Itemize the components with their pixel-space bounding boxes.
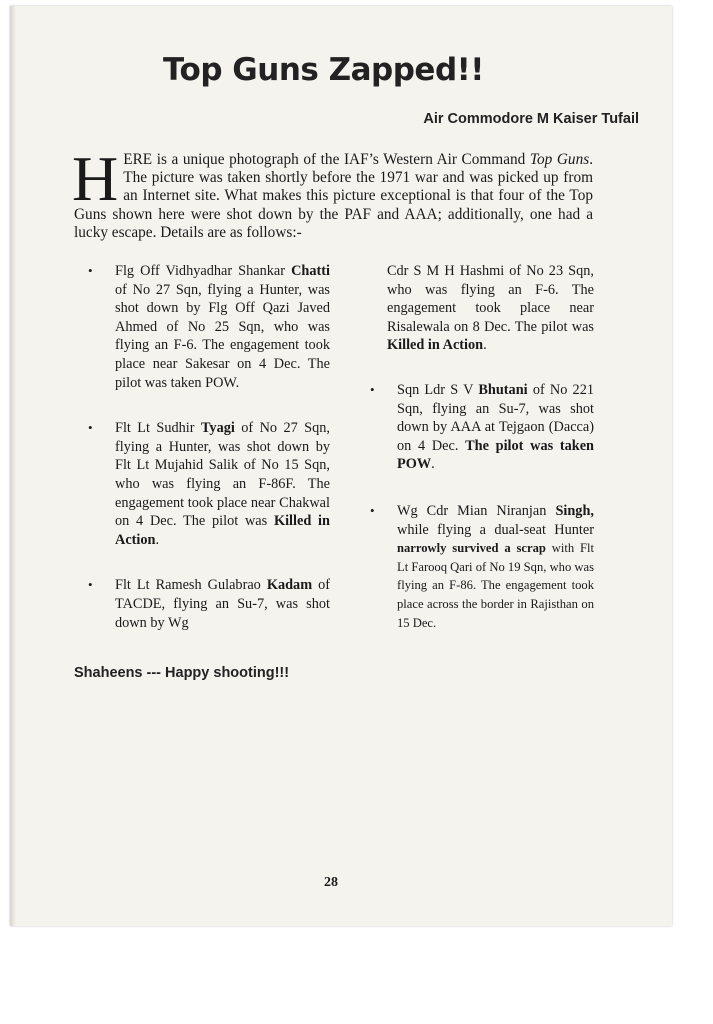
closing-line: Shaheens --- Happy shooting!!! (74, 665, 290, 681)
entry-text: with Flt Lt Farooq Qari of No 19 Sqn, who was flying an F-86. The engagement took place across the border in Rajisthan on 15 Dec. (397, 541, 594, 630)
intro-paragraph (72, 143, 594, 242)
paper-edge-shadow (10, 6, 16, 926)
entry-kadam-continued (370, 262, 594, 355)
entry-text: while flying a dual-seat Hunter (397, 521, 594, 538)
intro-italic-phrase: Top Guns (529, 151, 590, 168)
entry-singh (370, 502, 594, 632)
pilot-name: Chatti (291, 263, 330, 279)
intro-text-end: . The picture was taken shortly before the 1971 war and was picked up from an Internet site. What makes this picture exceptional is that four of the Top Guns shown here were shot down by the PAF and AAA; additionally, one had a lucky escape. Details are as follows:- (74, 151, 594, 241)
pilot-name: Bhutani (478, 381, 528, 398)
right-column-list (370, 262, 594, 632)
entry-text: Cdr S M H Hashmi of No 23 Sqn, who was flying an F-6. The engagement took place near Risalewala on 8 Dec. The pilot was (387, 263, 594, 335)
entry-outcome: Killed in Action (115, 513, 330, 548)
pilot-name: Singh, (555, 502, 594, 519)
entry-text: . (431, 456, 435, 473)
author-byline: Air Commodore M Kaiser Tufail (423, 111, 639, 127)
entry-tyagi (88, 419, 330, 549)
bullet-icon: • (370, 381, 375, 397)
bullet-icon: • (370, 502, 375, 518)
entry-text: . (483, 337, 487, 354)
entry-text: Flt Lt Ramesh Gulabrao (115, 577, 267, 594)
drop-cap: H (72, 143, 119, 214)
entry-text: Flt Lt Sudhir (115, 420, 201, 437)
entry-outcome: narrowly survived a scrap (397, 541, 546, 556)
entry-text: of No 27 Sqn, flying a Hunter, was shot down by Flt Lt Mujahid Salik of No 15 Sqn, who was flying an F-86F. The engagement took place near Chakwal on 4 Dec. The pilot was (115, 420, 330, 530)
entry-outcome: The pilot was taken POW (397, 437, 595, 473)
entry-text: Flg Off Vidhyadhar Shankar (115, 263, 292, 279)
pilot-name: Kadam (266, 577, 313, 594)
intro-text-start: ERE is a unique photograph of the IAF’s Western Air Command (123, 151, 530, 168)
entry-bhutani (370, 381, 594, 474)
entry-text: Sqn Ldr S V (397, 381, 479, 398)
bullet-icon: • (88, 420, 93, 436)
pilot-name: Tyagi (200, 420, 235, 437)
entry-text: of No 221 Sqn, flying an Su-7, was shot down by AAA at Tejgaon (Dacca) on 4 Dec. (397, 381, 594, 454)
entry-text: of No 27 Sqn, flying a Hunter, was shot down by Flg Off Qazi Javed Ahmed of No 25 Sqn, who was flying an F-6. The engagement took place near Sakesar on 4 Dec. The pilot was taken POW. (115, 281, 330, 391)
entry-text: of TACDE, flying an Su-7, was shot down by Wg (115, 577, 331, 631)
entry-text: Wg Cdr Mian Niranjan (397, 502, 556, 519)
bullet-icon: • (88, 577, 93, 593)
left-column-list (88, 262, 330, 632)
entry-kadam (88, 576, 330, 632)
entry-text: . (155, 531, 160, 548)
page-number: 28 (324, 875, 338, 890)
entry-chatti (88, 262, 330, 392)
bullet-icon: • (88, 263, 93, 278)
page-title: Top Guns Zapped!! (163, 52, 484, 88)
entry-outcome: Killed in Action (387, 337, 484, 354)
